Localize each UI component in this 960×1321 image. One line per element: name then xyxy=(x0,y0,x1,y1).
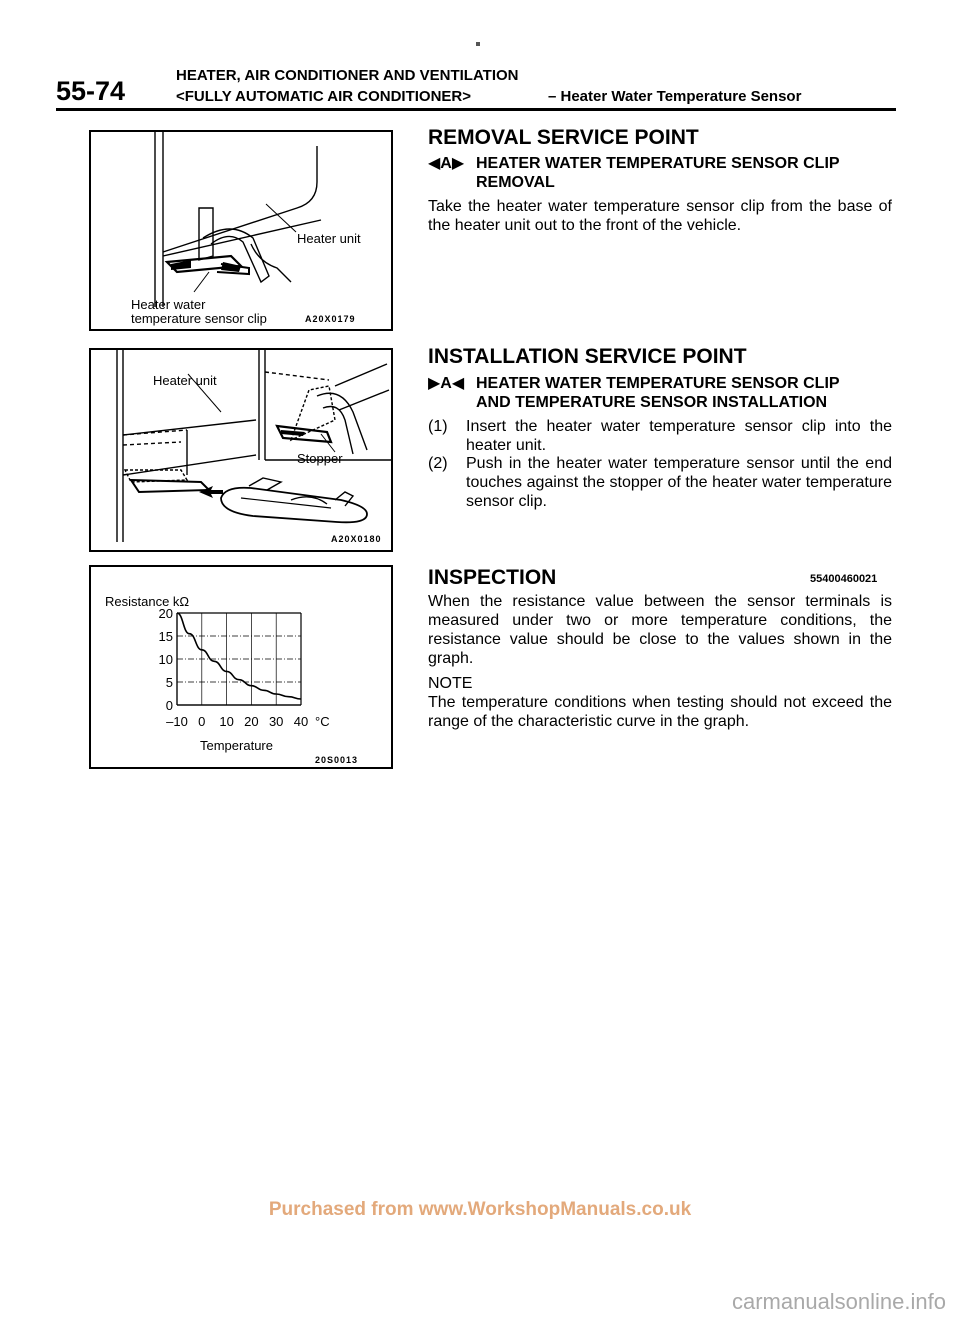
speck xyxy=(476,42,480,46)
removal-step-title-1: HEATER WATER TEMPERATURE SENSOR CLIP xyxy=(476,155,840,172)
chart-x-ticks xyxy=(166,714,308,729)
removal-title: REMOVAL SERVICE POINT xyxy=(428,126,699,149)
watermark: carmanualsonline.info xyxy=(731,1289,946,1314)
figure-resistance-chart xyxy=(89,565,393,769)
label-stopper: Stopper xyxy=(297,451,343,466)
installation-step-title-2: AND TEMPERATURE SENSOR INSTALLATION xyxy=(476,394,828,411)
installation-item-2-num: (2) xyxy=(428,455,448,472)
y-tick-label: 15 xyxy=(158,629,173,644)
chart-y-ticks xyxy=(159,606,173,713)
chart-axes xyxy=(177,613,301,705)
section-title: <FULLY AUTOMATIC AIR CONDITIONER> xyxy=(176,88,472,105)
installation-item-2-text: Push in the heater water temperature sensor until the end touches against the stopper of the heater water temperature sensor clip. xyxy=(466,455,892,510)
y-tick-label: 10 xyxy=(158,652,173,667)
installation-step-marker: ▶A◀ xyxy=(428,375,465,392)
note-text: The temperature conditions when testing should not exceed the range of the characteristic curve in the graph. xyxy=(428,694,892,730)
label-clip-line2: temperature sensor clip xyxy=(131,311,267,326)
inspection-code: 55400460021 xyxy=(810,573,878,585)
installation-step-title-1: HEATER WATER TEMPERATURE SENSOR CLIP xyxy=(476,375,840,392)
y-tick-label: 0 xyxy=(165,698,173,713)
figure-sensor-install-drawing xyxy=(91,350,391,550)
purchase-footer: Purchased from www.WorkshopManuals.co.uk xyxy=(268,1199,692,1220)
page-number: 55-74 xyxy=(56,76,126,106)
inspection-title: INSPECTION xyxy=(428,566,557,589)
figure-heater-clip xyxy=(89,130,393,331)
note-label: NOTE xyxy=(428,675,473,692)
x-tick-label: –10 xyxy=(166,714,188,729)
header-rule xyxy=(56,108,896,111)
installation-item-1-text: Insert the heater water temperature sensor clip into the heater unit. xyxy=(466,418,892,454)
y-tick-label: 20 xyxy=(158,606,173,621)
figure-sensor-install xyxy=(89,348,393,552)
installation-item-1-num: (1) xyxy=(428,418,448,435)
label-heater-unit-2: Heater unit xyxy=(153,373,217,388)
x-tick-label: 10 xyxy=(219,714,234,729)
label-heater-unit: Heater unit xyxy=(297,231,361,246)
x-tick-label: 40 xyxy=(293,714,309,729)
figure-code: A20X0180 xyxy=(331,534,382,544)
x-tick-label: 20 xyxy=(244,714,259,729)
x-tick-label: 30 xyxy=(268,714,284,729)
removal-body: Take the heater water temperature sensor clip from the base of the heater unit out to the front of the vehicle. xyxy=(428,198,892,234)
y-tick-label: 5 xyxy=(165,675,173,690)
chart-x-axis-label: Temperature xyxy=(200,738,273,753)
topic-title: – Heater Water Temperature Sensor xyxy=(548,88,802,105)
chart-x-unit: °C xyxy=(315,714,330,729)
inspection-body: When the resistance value between the sensor terminals is measured under two or more temperature conditions, the resistance value should be close to the values shown in the graph. xyxy=(428,593,892,667)
x-tick-label: 0 xyxy=(198,714,206,729)
chart-y-axis-label: Resistance kΩ xyxy=(105,594,190,609)
removal-step-title-2: REMOVAL xyxy=(476,174,555,191)
label-clip-line1: Heater water xyxy=(131,297,206,312)
removal-step-marker: ◀A▶ xyxy=(428,155,465,172)
figure-code: 20S0013 xyxy=(315,755,359,765)
figure-code: A20X0179 xyxy=(305,314,356,324)
installation-title: INSTALLATION SERVICE POINT xyxy=(428,345,747,368)
chart-grid xyxy=(177,613,301,705)
series-line xyxy=(177,613,301,699)
chapter-title: HEATER, AIR CONDITIONER AND VENTILATION xyxy=(176,67,519,84)
